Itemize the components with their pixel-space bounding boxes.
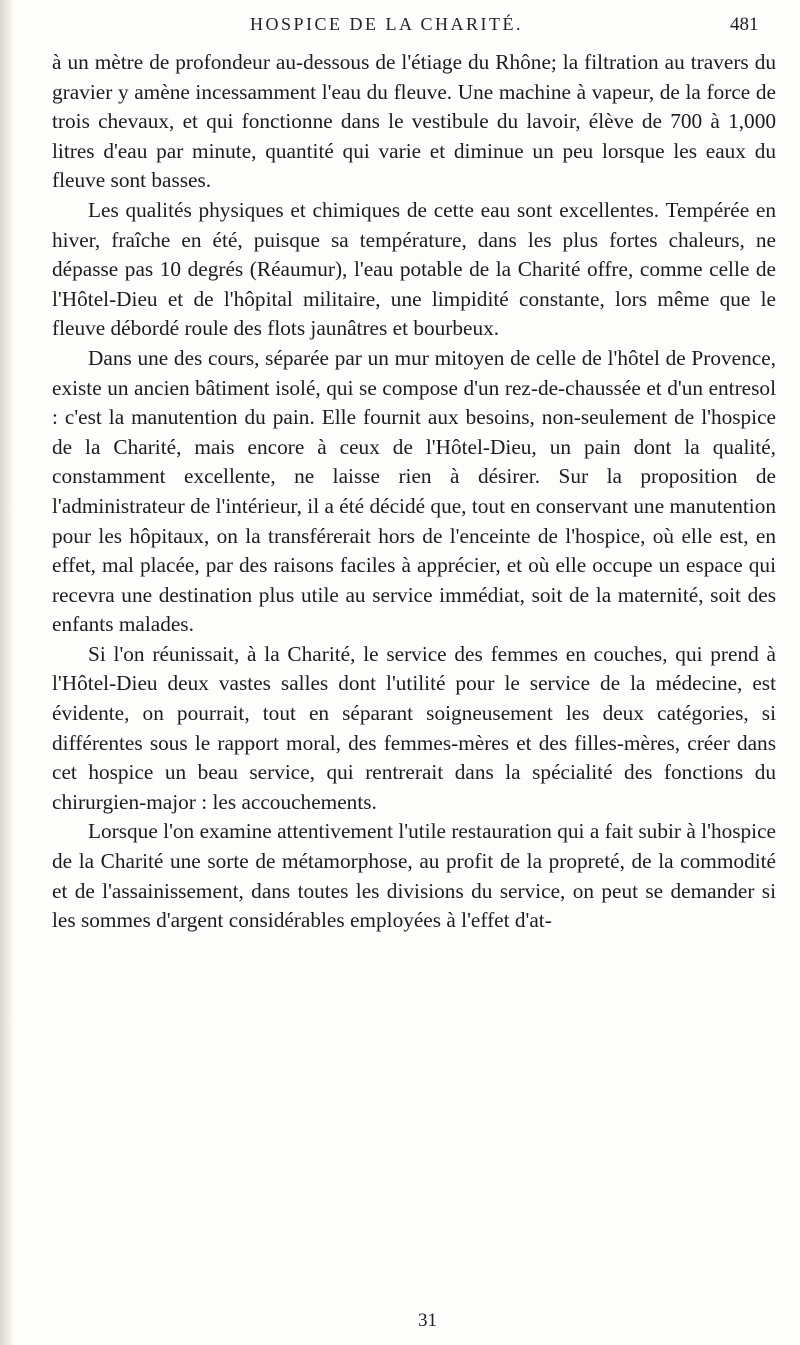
paragraph-restoration: Lorsque l'on examine attentivement l'utile restauration qui a fait subir à l'hospice de la Charité une sorte de métamorphose, au profit de la propreté, de la commodité et de l'assainissement, dans toutes les divisions du service, on peut se demander si les sommes d'argent considérables employées à l'effet d'at- — [52, 819, 776, 933]
running-head — [0, 14, 800, 44]
paragraph-continued: à un mètre de profondeur au-dessous de l'étiage du Rhône; la filtration au travers du gravier y amène incessamment l'eau du fleuve. Une machine à vapeur, de la force de trois chevaux, et qui fonctionne dans le vestibule du lavoir, élève de 700 à 1,000 litres d'eau par minute, quantité qui varie et diminue un peu lorsque les eaux du fleuve sont basses. — [52, 50, 776, 193]
page-number: 481 — [730, 14, 759, 35]
paragraph-water-qualities: Les qualités physiques et chimiques de cette eau sont excellentes. Tempérée en hiver, fraîche en été, puisque sa température, dans les plus fortes chaleurs, ne dépasse pas 10 degrés (Réaumur), l'eau potable de la Charité offre, comme celle de l'Hôtel-Dieu et de l'hôpital militaire, une limpidité constante, lors même que le fleuve débordé roule des flots jaunâtres et bourbeux. — [52, 197, 776, 341]
running-title: HOSPICE DE LA CHARITÉ. — [250, 14, 524, 34]
printer-signature-mark: 31 — [418, 1310, 437, 1331]
body-text — [52, 48, 776, 1268]
page-gutter-shadow — [0, 0, 14, 1345]
paragraph-bread-manutention: Dans une des cours, séparée par un mur mitoyen de celle de l'hôtel de Provence, existe un ancien bâtiment isolé, qui se compose d'un rez-de-chaussée et d'un entresol : c'est la manutention du pain. Elle fournit aux besoins, non-seulement de l'hospice de la Charité, mais encore à ceux de l'Hôtel-Dieu, un pain dont la qualité, constamment excellente, ne laisse rien à désirer. Sur la proposition de l'administrateur de l'intérieur, il a été décidé que, tout en conservant une manutention pour les hôpitaux, on la transférerait hors de l'enceinte de l'hospice, où elle est, en effet, mal placée, par des raisons faciles à apprécier, et où elle occupe un espace qui recevra une destination plus utile au service immédiat, soit de la maternité, soit des enfants malades. — [52, 345, 776, 637]
paragraph-maternity-service: Si l'on réunissait, à la Charité, le service des femmes en couches, qui prend à l'Hôtel-Dieu deux vastes salles dont l'utilité pour le service de la médecine, est évidente, on pourrait, tout en séparant soigneusement les deux catégories, si différentes sous le rapport moral, des femmes-mères et des filles-mères, créer dans cet hospice un beau service, qui rentrerait dans la spécialité des fonctions du chirurgien-major : les accouchements. — [52, 641, 776, 814]
